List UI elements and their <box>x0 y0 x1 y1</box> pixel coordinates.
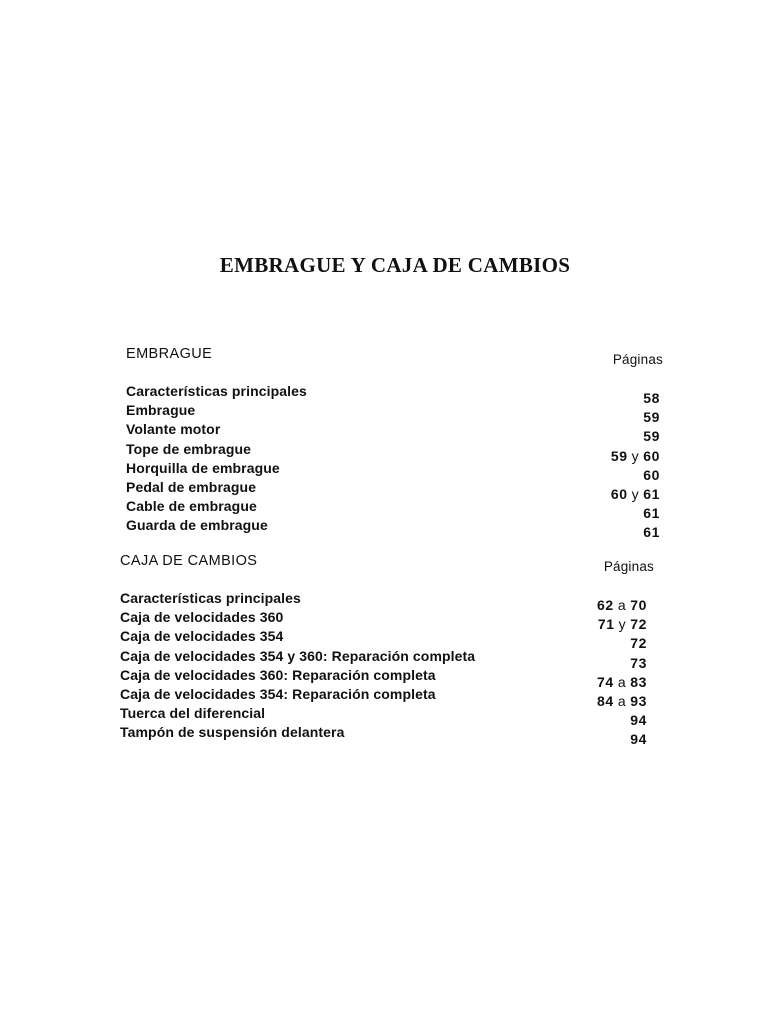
section-caja-de-cambios <box>118 553 678 747</box>
page-number: 93 <box>630 692 647 709</box>
page-number: 60 <box>643 466 660 483</box>
section-header <box>124 346 684 386</box>
page-range-conjunction: a <box>617 673 627 690</box>
page-number: 59 <box>610 447 628 464</box>
toc-list <box>124 383 684 541</box>
page-number: 71 <box>597 616 615 633</box>
page-number: 58 <box>643 390 660 406</box>
page-number: 72 <box>630 635 647 652</box>
page-number: 61 <box>643 485 660 502</box>
page-range-conjunction: y <box>631 485 640 502</box>
page-number: 83 <box>630 673 647 690</box>
section-title: EMBRAGUE <box>126 346 213 362</box>
toc-entry-label: Caja de velocidades 360 <box>120 609 284 626</box>
page-number: 59 <box>643 428 660 445</box>
page-range-conjunction: y <box>631 447 640 464</box>
page-number: 70 <box>630 597 647 613</box>
toc-entry-label: Caja de velocidades 354 y 360: Reparación completa <box>120 647 476 664</box>
toc-entry <box>124 517 684 541</box>
toc-list <box>118 590 678 748</box>
section-embrague <box>124 346 684 540</box>
page-number: 60 <box>610 485 628 502</box>
toc-entry <box>124 383 684 406</box>
page-number: 59 <box>643 409 660 426</box>
toc-entry-label: Tope de embrague <box>126 440 252 457</box>
page-range-conjunction: a <box>617 692 627 709</box>
page-number: 72 <box>630 616 647 633</box>
page-number: 61 <box>643 505 660 522</box>
toc-entry-label: Pedal de embrague <box>126 478 257 495</box>
toc-entry-pages <box>643 523 660 542</box>
pages-column-label: Páginas <box>603 559 654 574</box>
page-number: 73 <box>630 654 647 671</box>
toc-entry-label: Tuerca del diferencial <box>120 705 266 722</box>
toc-entry-label: Caja de velocidades 354 <box>120 628 284 645</box>
toc-entry-label: Caja de velocidades 354: Reparación completa <box>120 685 436 702</box>
page-number: 84 <box>597 692 614 709</box>
toc-entry-label: Tampón de suspensión delantera <box>120 724 345 741</box>
toc-entry-label: Características principales <box>126 383 307 399</box>
toc-entry-label: Embrague <box>126 402 196 419</box>
page-number: 74 <box>597 673 614 690</box>
page-title: EMBRAGUE Y CAJA DE CAMBIOS <box>219 253 571 277</box>
toc-entry-label: Caja de velocidades 360: Reparación completa <box>120 666 436 683</box>
section-header <box>118 553 678 593</box>
toc-entry-label: Volante motor <box>126 421 221 438</box>
toc-entry <box>118 724 678 748</box>
page-range-conjunction: a <box>617 597 627 613</box>
toc-entry-pages <box>630 730 647 749</box>
page-number: 60 <box>643 447 660 464</box>
section-title: CAJA DE CAMBIOS <box>120 553 258 569</box>
page-number: 61 <box>643 524 660 541</box>
page-range-conjunction: y <box>618 616 627 633</box>
pages-column-label: Páginas <box>612 352 663 367</box>
page-number: 94 <box>630 731 647 748</box>
toc-entry-label: Guarda de embrague <box>126 517 268 534</box>
toc-entry-label: Características principales <box>120 590 301 606</box>
toc-entry-label: Horquilla de embrague <box>126 459 280 476</box>
page-number: 94 <box>630 712 647 729</box>
toc-entry-label: Cable de embrague <box>126 498 257 515</box>
page-number: 62 <box>597 597 614 613</box>
